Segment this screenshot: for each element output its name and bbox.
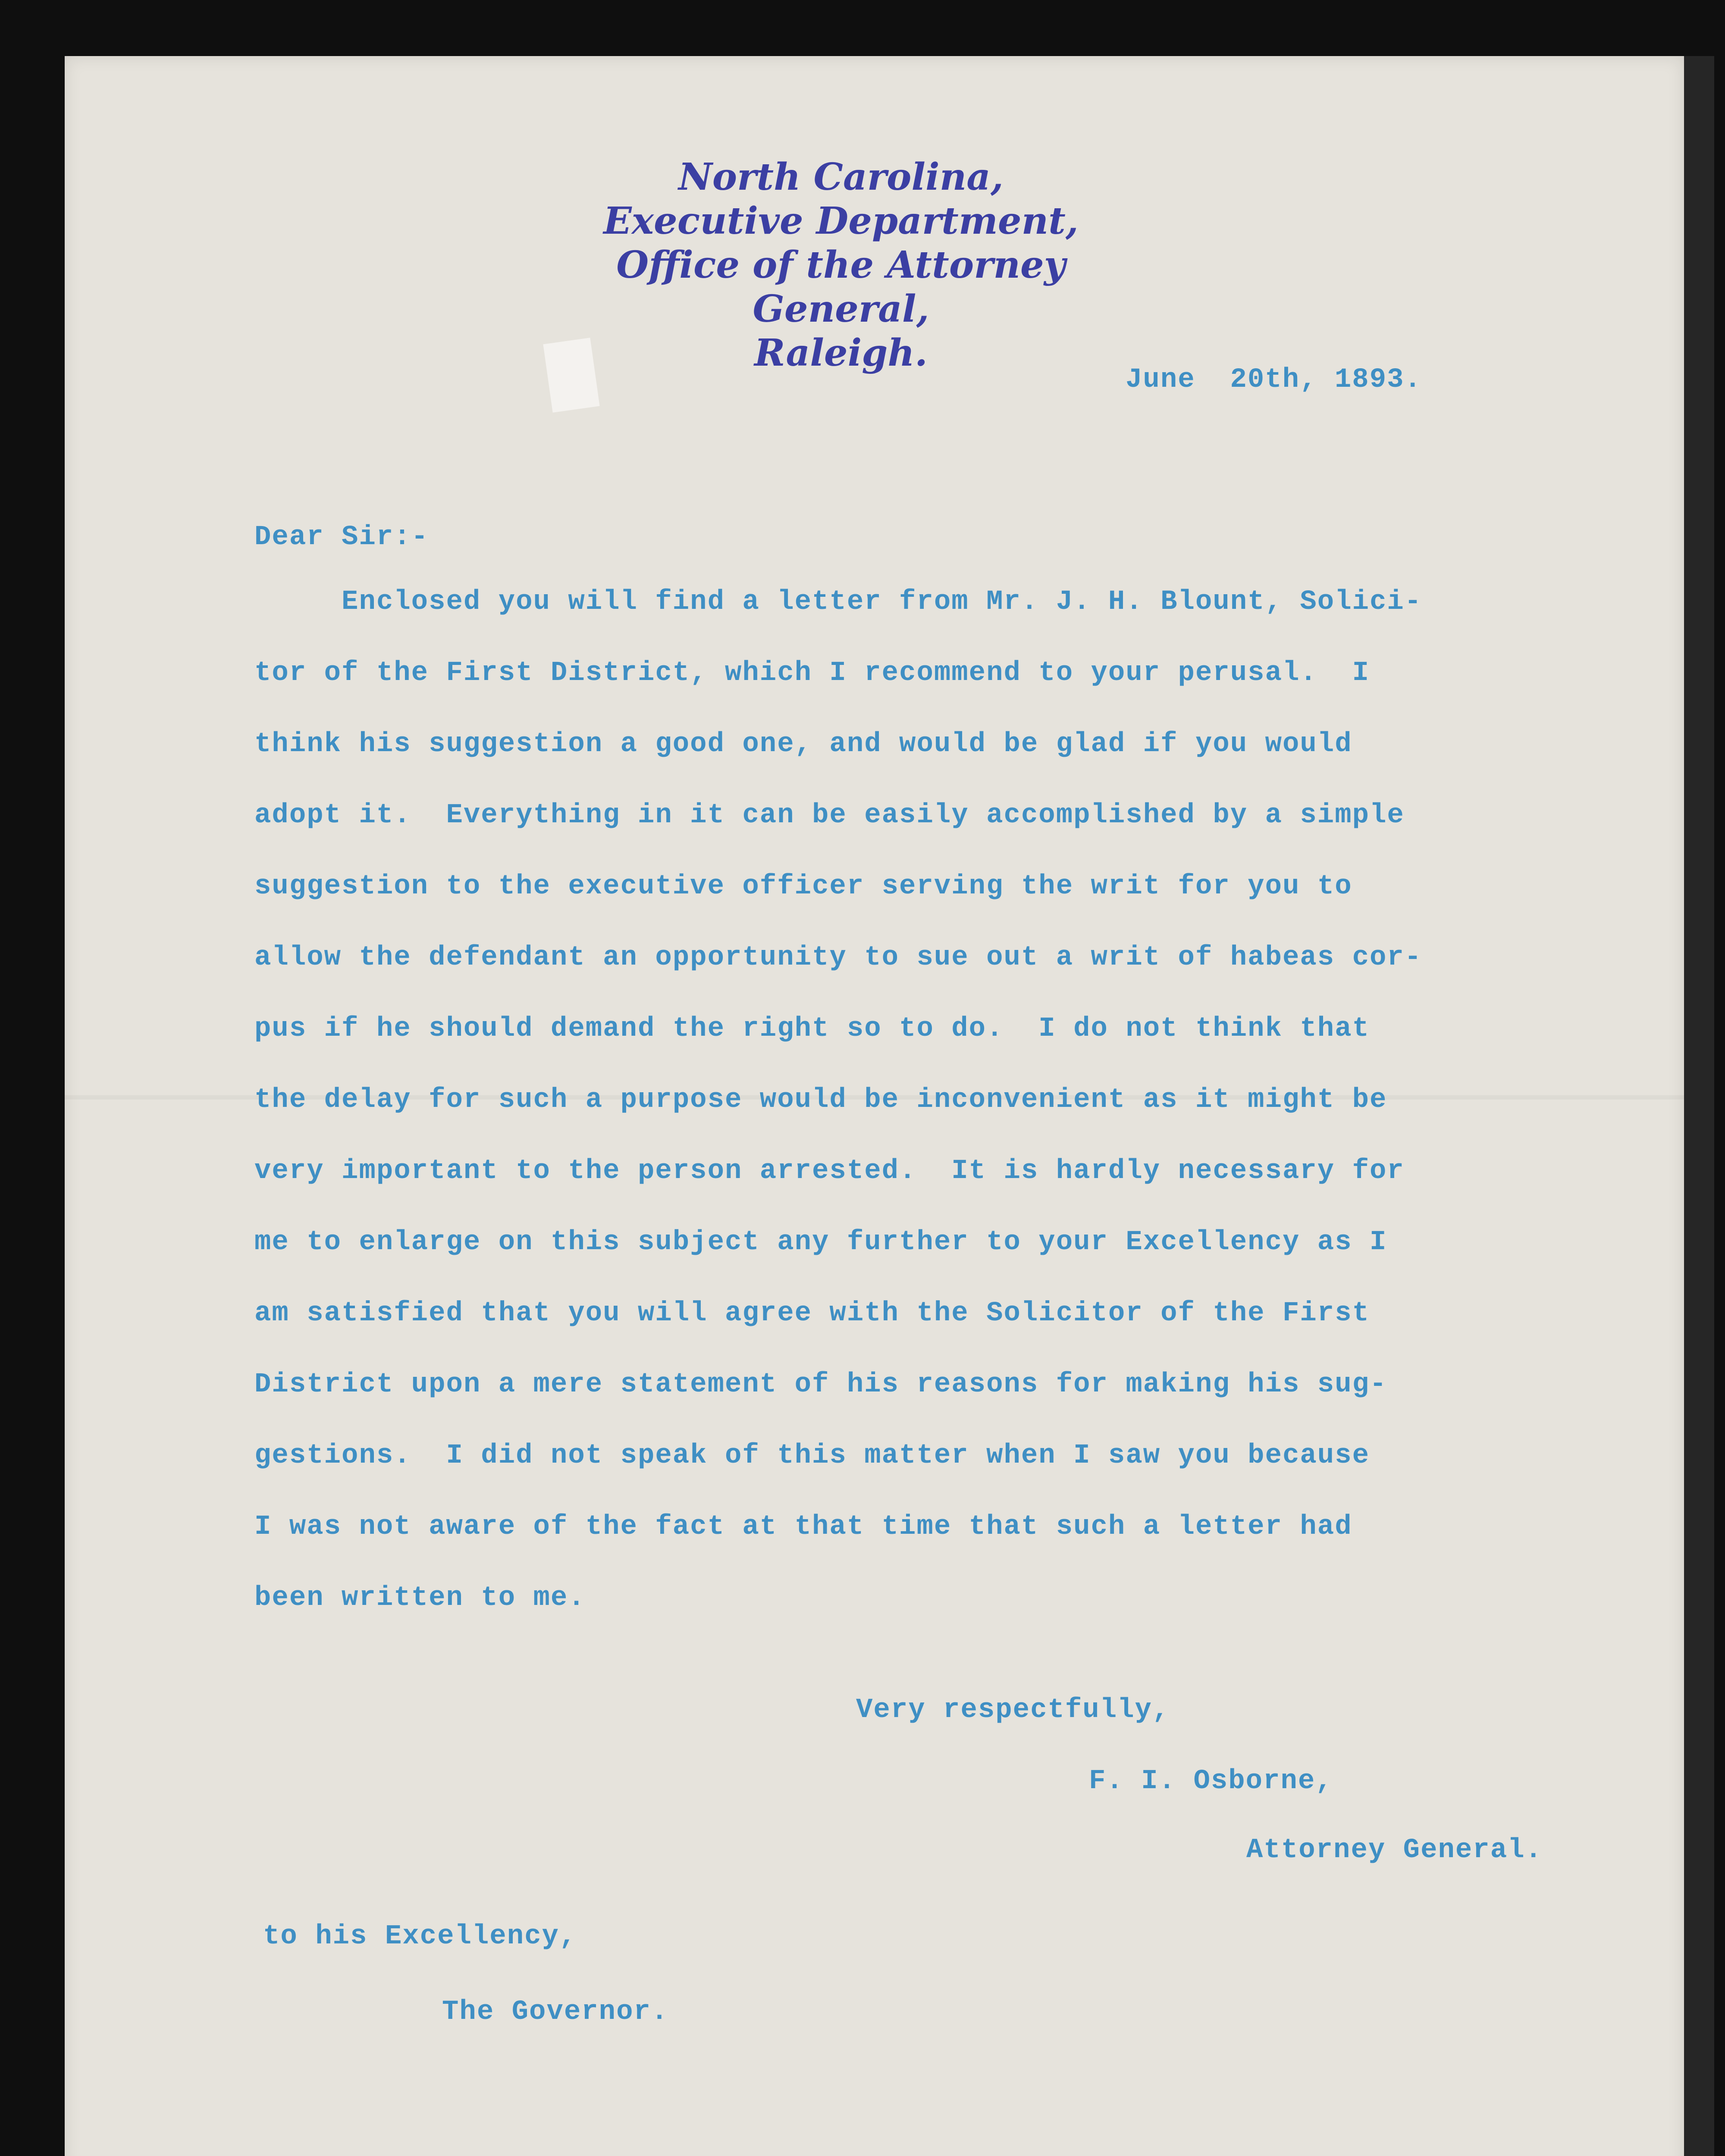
body-line: I was not aware of the fact at that time that such a letter had — [254, 1511, 1352, 1542]
body-line: allow the defendant an opportunity to sue out a writ of habeas cor- — [254, 942, 1422, 973]
letterhead — [561, 155, 1121, 375]
address-name: The Governor. — [442, 1996, 669, 2028]
letterhead-city: Raleigh. — [754, 331, 928, 375]
body-line: am satisfied that you will agree with the Solicitor of the First — [254, 1298, 1370, 1329]
letter-date: June 20th, 1893. — [1126, 364, 1422, 395]
body-line: me to enlarge on this subject any further to your Excellency as I — [254, 1227, 1387, 1258]
letterhead-state: North Carolina, — [678, 155, 1004, 199]
body-line: think his suggestion a good one, and would be glad if you would — [254, 729, 1352, 760]
signer-name: F. I. Osborne, — [1089, 1766, 1333, 1797]
body-line: gestions. I did not speak of this matter when I saw you because — [254, 1440, 1370, 1471]
closing: Very respectfully, — [856, 1695, 1170, 1726]
letterhead-office: Office of the Attorney General, — [616, 243, 1066, 331]
body-line: adopt it. Everything in it can be easily accomplished by a simple — [254, 800, 1405, 831]
body-line: suggestion to the executive officer serving the writ for you to — [254, 871, 1352, 902]
address-to: to his Excellency, — [263, 1921, 577, 1952]
body-line: District upon a mere statement of his reasons for making his sug- — [254, 1369, 1387, 1400]
body-line: the delay for such a purpose would be inconvenient as it might be — [254, 1084, 1387, 1116]
body-line: Enclosed you will find a letter from Mr. J. H. Blount, Solici- — [254, 586, 1422, 617]
body-line: pus if he should demand the right so to do. I do not think that — [254, 1013, 1370, 1044]
body-line: been written to me. — [254, 1583, 586, 1614]
salutation: Dear Sir:- — [254, 522, 429, 553]
body-line: tor of the First District, which I recommend to your perusal. I — [254, 658, 1370, 689]
backing-sheet-edge — [1684, 56, 1714, 2156]
body-line: very important to the person arrested. It is hardly necessary for — [254, 1156, 1405, 1187]
letterhead-department: Executive Department, — [603, 199, 1079, 243]
signer-title: Attorney General. — [1246, 1835, 1543, 1866]
